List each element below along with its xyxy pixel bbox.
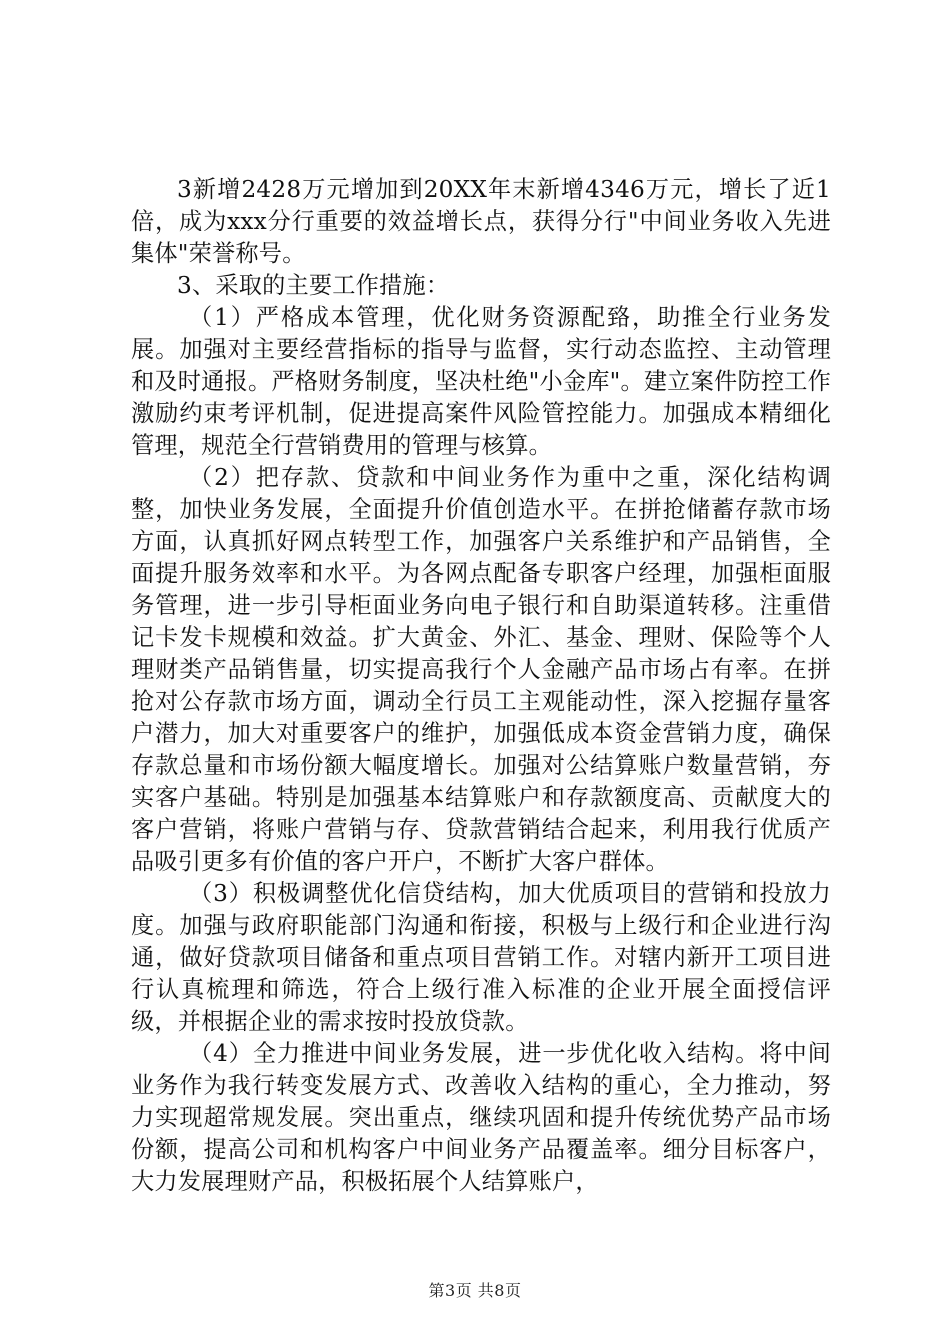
paragraph-2: 3、采取的主要工作措施： bbox=[177, 272, 450, 299]
paragraph-4: （2）把存款、贷款和中间业务作为重中之重，深化结构调整，加快业务发展，全面提升价值创造水平。在拼抢储蓄存款市场方面，认真抓好网点转型工作，加强客户关系维护和产品销售，全面提升服务效率和水平。为各网点配备专职客户经理，加强柜面服务管理，进一步引导柜面业务向电子银行和自助渠道转移。注重借记卡发卡规模和效益。扩大黄金、外汇、基金、理财、保险等个人理财类产品销售量，切实提高我行个人金融产品市场占有率。在拼抢对公存款市场方面，调动全行员工主观能动性，深入挖掘存量客户潜力，加大对重要客户的维护，加强低成本资金营销力度，确保存款总量和市场份额大幅度增长。加强对公结算账户数量营销，夯实客户基础。特别是加强基本结算账户和存款额度高、贡献度大的客户营销，将账户营销与存、贷款营销结合起来，利用我行优质产品吸引更多有价值的客户开户，不断扩大客户群体。 bbox=[131, 464, 831, 875]
paragraph-1: 3新增2428万元增加到20XX年末新增4346万元，增长了近1倍，成为xxx分行重要的效益增长点，获得分行"中间业务收入先进集体"荣誉称号。 bbox=[131, 176, 831, 267]
paragraph-5: （3）积极调整优化信贷结构，加大优质项目的营销和投放力度。加强与政府职能部门沟通和衔接，积极与上级行和企业进行沟通，做好贷款项目储备和重点项目营销工作。对辖内新开工项目进行认真梳理和筛选，符合上级行准入标准的企业开展全面授信评级，并根据企业的需求按时投放贷款。 bbox=[131, 880, 831, 1035]
document-body bbox=[131, 174, 831, 1198]
paragraph-6: （4）全力推进中间业务发展，进一步优化收入结构。将中间业务作为我行转变发展方式、改善收入结构的重心，全力推动，努力实现超常规发展。突出重点，继续巩固和提升传统优势产品市场份额，提高公司和机构客户中间业务产品覆盖率。细分目标客户，大力发展理财产品，积极拓展个人结算账户， bbox=[131, 1040, 831, 1195]
page-footer: 第3页 共8页 bbox=[428, 1281, 522, 1300]
paragraph-3: （1）严格成本管理，优化财务资源配臵，助推全行业务发展。加强对主要经营指标的指导与监督，实行动态监控、主动管理和及时通报。严格财务制度，坚决杜绝"小金库"。建立案件防控工作激励约束考评机制，促进提高案件风险管控能力。加强成本精细化管理，规范全行营销费用的管理与核算。 bbox=[131, 304, 831, 459]
